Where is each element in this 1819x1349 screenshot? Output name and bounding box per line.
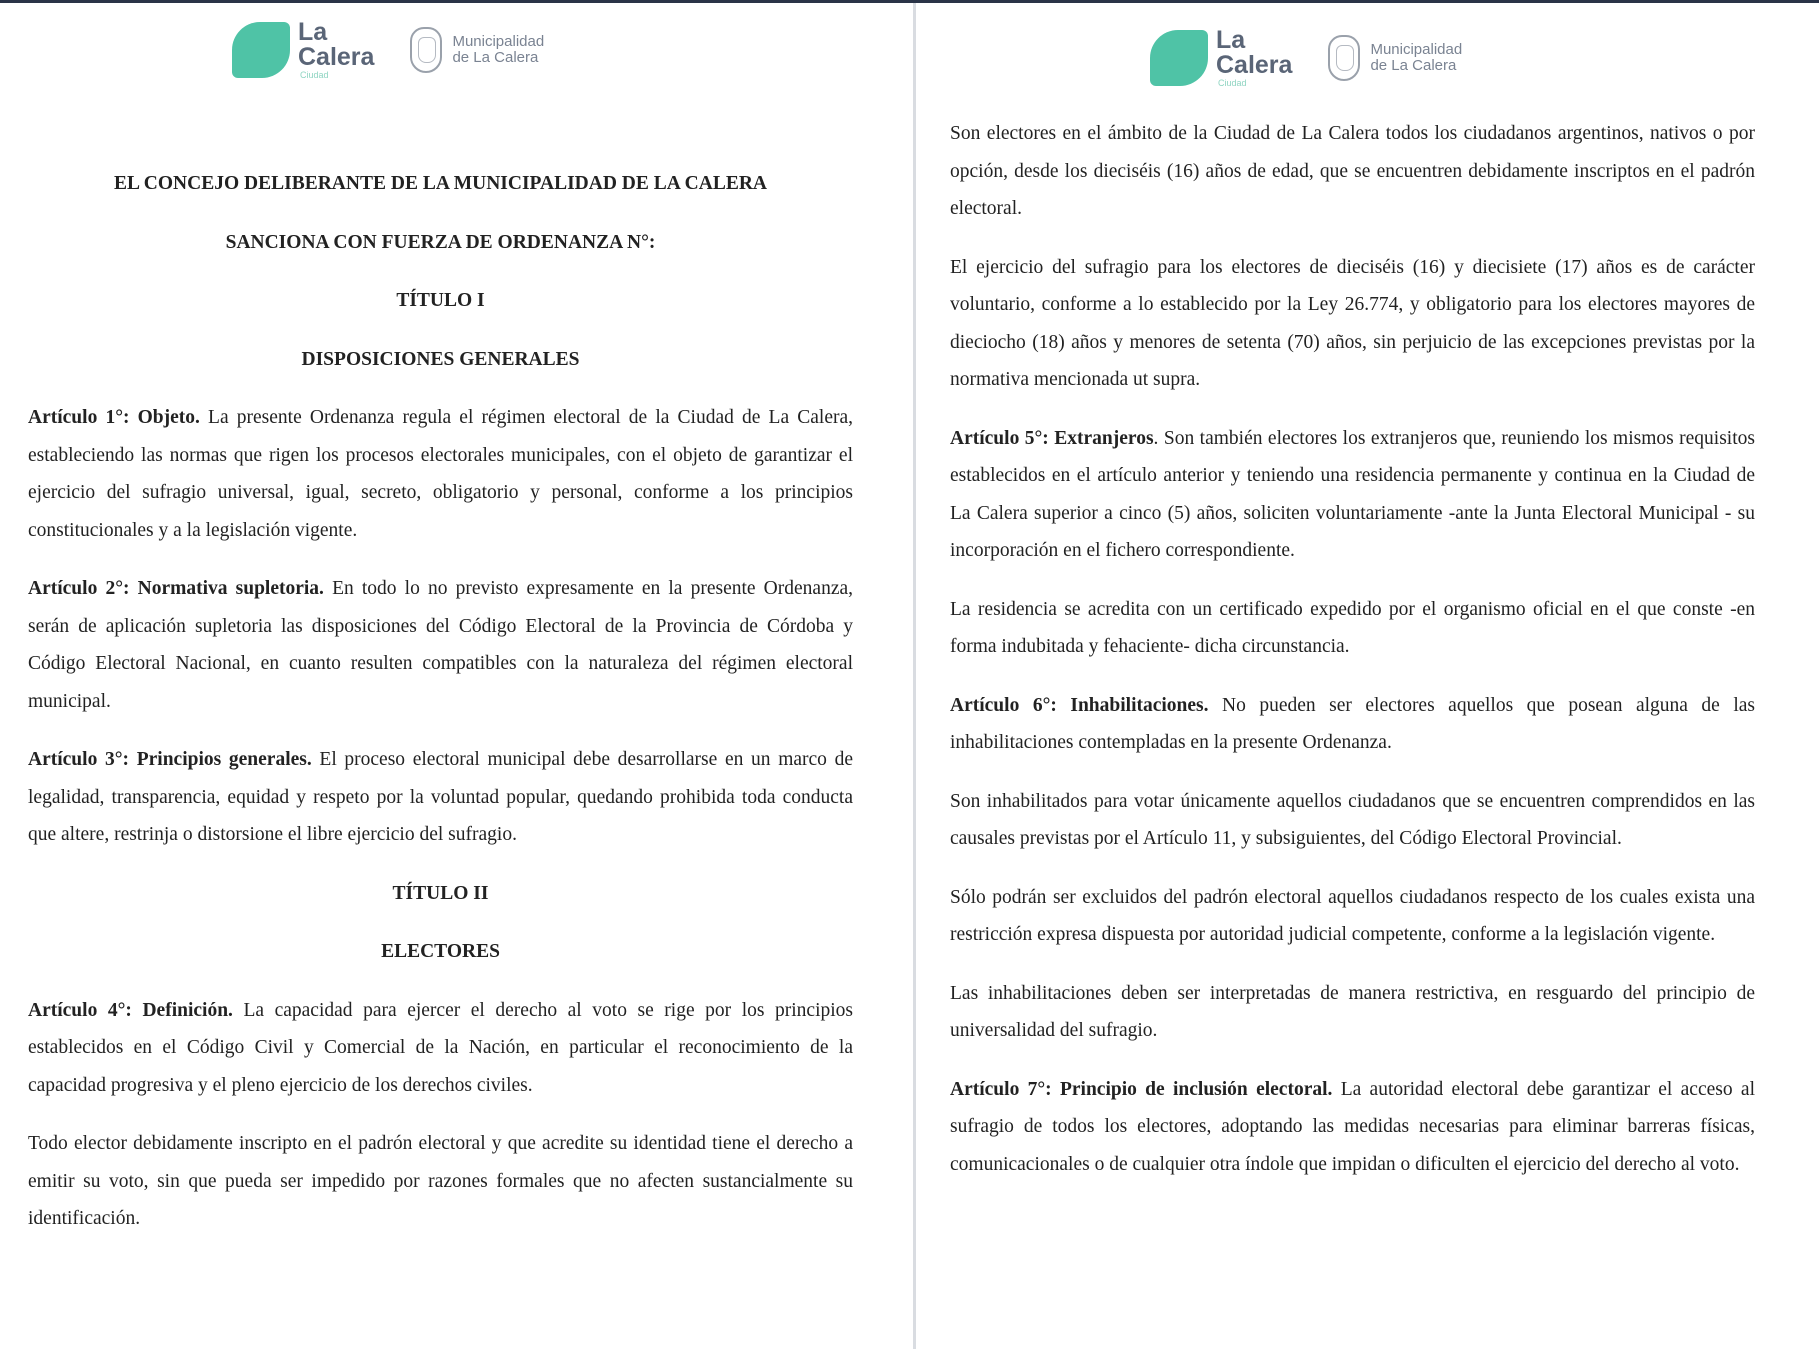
article-3-title: Artículo 3°: Principios generales. [28, 749, 312, 770]
article-1-title: Artículo 1°: Objeto. [28, 407, 200, 428]
paragraph-voluntary-vote: El ejercicio del sufragio para los electores de dieciséis (16) y diecisiete (17) años es de carácter voluntario, conforme a lo establecido por la Ley 26.774, y obligatorio para los electores mayores de dieciocho (18) años y menores de setenta (70) años, sin perjuicio de las excepciones previstas por la normativa mencionada ut supra. [950, 256, 1755, 390]
paragraph-disqualified: Son inhabilitados para votar únicamente aquellos ciudadanos que se encuentren comprendidos en las causales previstas por el Artículo 11, y subsiguientes, del Código Electoral Provincial. [950, 790, 1755, 849]
article-5-body: . Son también electores los extranjeros que, reuniendo los mismos requisitos establecidos en el artículo anterior y teniendo una residencia permanente y continua en la Ciudad de La Calera superior a cinco (5) años, soliciten voluntariamente -ante la Junta Electoral Municipal - su incorporación en el fichero correspondiente. [950, 427, 1755, 561]
title-2: TÍTULO II [392, 882, 489, 904]
article-6 [950, 687, 1755, 762]
article-4-paragraph-2: Todo elector debidamente inscripto en el padrón electoral y que acredite su identidad tiene el derecho a emitir su voto, sin que pueda ser impedido por razones formales que no afecten sustancialmente su identificación. [28, 1133, 853, 1229]
article-5 [950, 420, 1755, 570]
paragraph-electors: Son electores en el ámbito de la Ciudad de La Calera todos los ciudadanos argentinos, nativos o por opción, desde los dieciséis (16) años de edad, que se encuentren debidamente inscriptos en el padrón electoral. [950, 123, 1755, 219]
article-5-title: Artículo 5°: Extranjeros [950, 427, 1154, 449]
article-1-body: La presente Ordenanza regula el régimen electoral de la Ciudad de La Calera, estableciendo las normas que rigen los procesos electorales municipales, con el objeto de garantizar el ejercicio del sufragio universal, igual, secreto, obligatorio y personal, conforme a los principios constitucionales y a la legislación vigente. [28, 407, 853, 541]
article-2-body: En todo lo no previsto expresamente en la presente Ordenanza, serán de aplicación supletoria las disposiciones del Código Electoral de la Provincia de Córdoba y Código Electoral Nacional, en cuanto resulten compatibles con la naturaleza del régimen electoral municipal. [28, 578, 853, 712]
la-calera-logo [232, 20, 374, 80]
article-4-title: Artículo 4°: Definición. [28, 999, 233, 1021]
section-1: DISPOSICIONES GENERALES [301, 348, 580, 370]
paragraph-excluded: Sólo podrán ser excluidos del padrón electoral aquellos ciudadanos respecto de los cuales exista una restricción expresa dispuesta por autoridad judicial competente, conforme a la legislación vigente. [950, 886, 1755, 945]
brand-subtitle: Ciudad [300, 70, 329, 80]
article-1 [28, 399, 853, 549]
municipality-logo [1328, 35, 1462, 81]
municipality-logo [410, 27, 544, 73]
header-logos [1150, 23, 1462, 93]
paragraph-restrictive: Las inhabilitaciones deben ser interpretadas de manera restrictiva, en resguardo del principio de universalidad del sufragio. [950, 982, 1755, 1041]
document-page-right [916, 3, 1819, 1349]
heading-main: EL CONCEJO DELIBERANTE DE LA MUNICIPALIDAD DE LA CALERA [114, 173, 767, 194]
article-4-body: La capacidad para ejercer el derecho al voto se rige por los principios establecidos en el Código Civil y Comercial de la Nación, en particular el reconocimiento de la capacidad progresiva y el pleno ejercicio de los derechos civiles. [28, 999, 853, 1096]
article-2 [28, 570, 853, 720]
municipal-seal-icon [1328, 35, 1360, 81]
municipality-line1: Municipalidad [452, 33, 545, 50]
article-3-body: El proceso electoral municipal debe desarrollarse en un marco de legalidad, transparencia, equidad y respeto por la voluntad popular, quedando prohibida toda conducta que altere, restrinja o distorsione el libre ejercicio del sufragio. [28, 749, 853, 845]
article-7-body: La autoridad electoral debe garantizar el acceso al sufragio de todos los electores, adoptando las medidas necesarias para eliminar barreras físicas, comunicacionales o de cualquier otra índole que impidan o dificulten el ejercicio del derecho al voto. [950, 1078, 1755, 1175]
paragraph-residence: La residencia se acredita con un certificado expedido por el organismo oficial en el que conste -en forma indubitada y fehaciente- dicha circunstancia. [950, 598, 1755, 657]
document-page-left [0, 3, 913, 1349]
header-logos [232, 15, 544, 85]
brand-line1: La [1216, 26, 1246, 54]
brand-line2: Calera [298, 43, 375, 71]
la-calera-logo [1150, 28, 1292, 88]
section-2: ELECTORES [381, 941, 500, 962]
article-3 [28, 741, 853, 854]
la-calera-mark-icon [232, 22, 290, 78]
article-7 [950, 1071, 1755, 1184]
municipality-line2: de La Calera [1370, 57, 1457, 74]
left-page-content [28, 165, 853, 1259]
brand-line1: La [298, 18, 328, 46]
article-6-title: Artículo 6°: Inhabilitaciones. [950, 694, 1209, 716]
title-1: TÍTULO I [396, 290, 485, 311]
right-page-content [950, 115, 1755, 1204]
article-7-title: Artículo 7°: Principio de inclusión electoral. [950, 1078, 1333, 1100]
article-6-body: No pueden ser electores aquellos que posean alguna de las inhabilitaciones contempladas en la presente Ordenanza. [950, 694, 1756, 753]
municipal-seal-icon [410, 27, 442, 73]
article-2-title: Artículo 2°: Normativa supletoria. [28, 578, 324, 599]
heading-sub: SANCIONA CON FUERZA DE ORDENANZA N°: [225, 231, 656, 253]
municipality-line1: Municipalidad [1370, 41, 1463, 58]
brand-line2: Calera [1216, 51, 1293, 79]
la-calera-mark-icon [1150, 30, 1208, 86]
brand-subtitle: Ciudad [1218, 78, 1247, 88]
article-4 [28, 992, 853, 1105]
municipality-line2: de La Calera [452, 49, 539, 66]
